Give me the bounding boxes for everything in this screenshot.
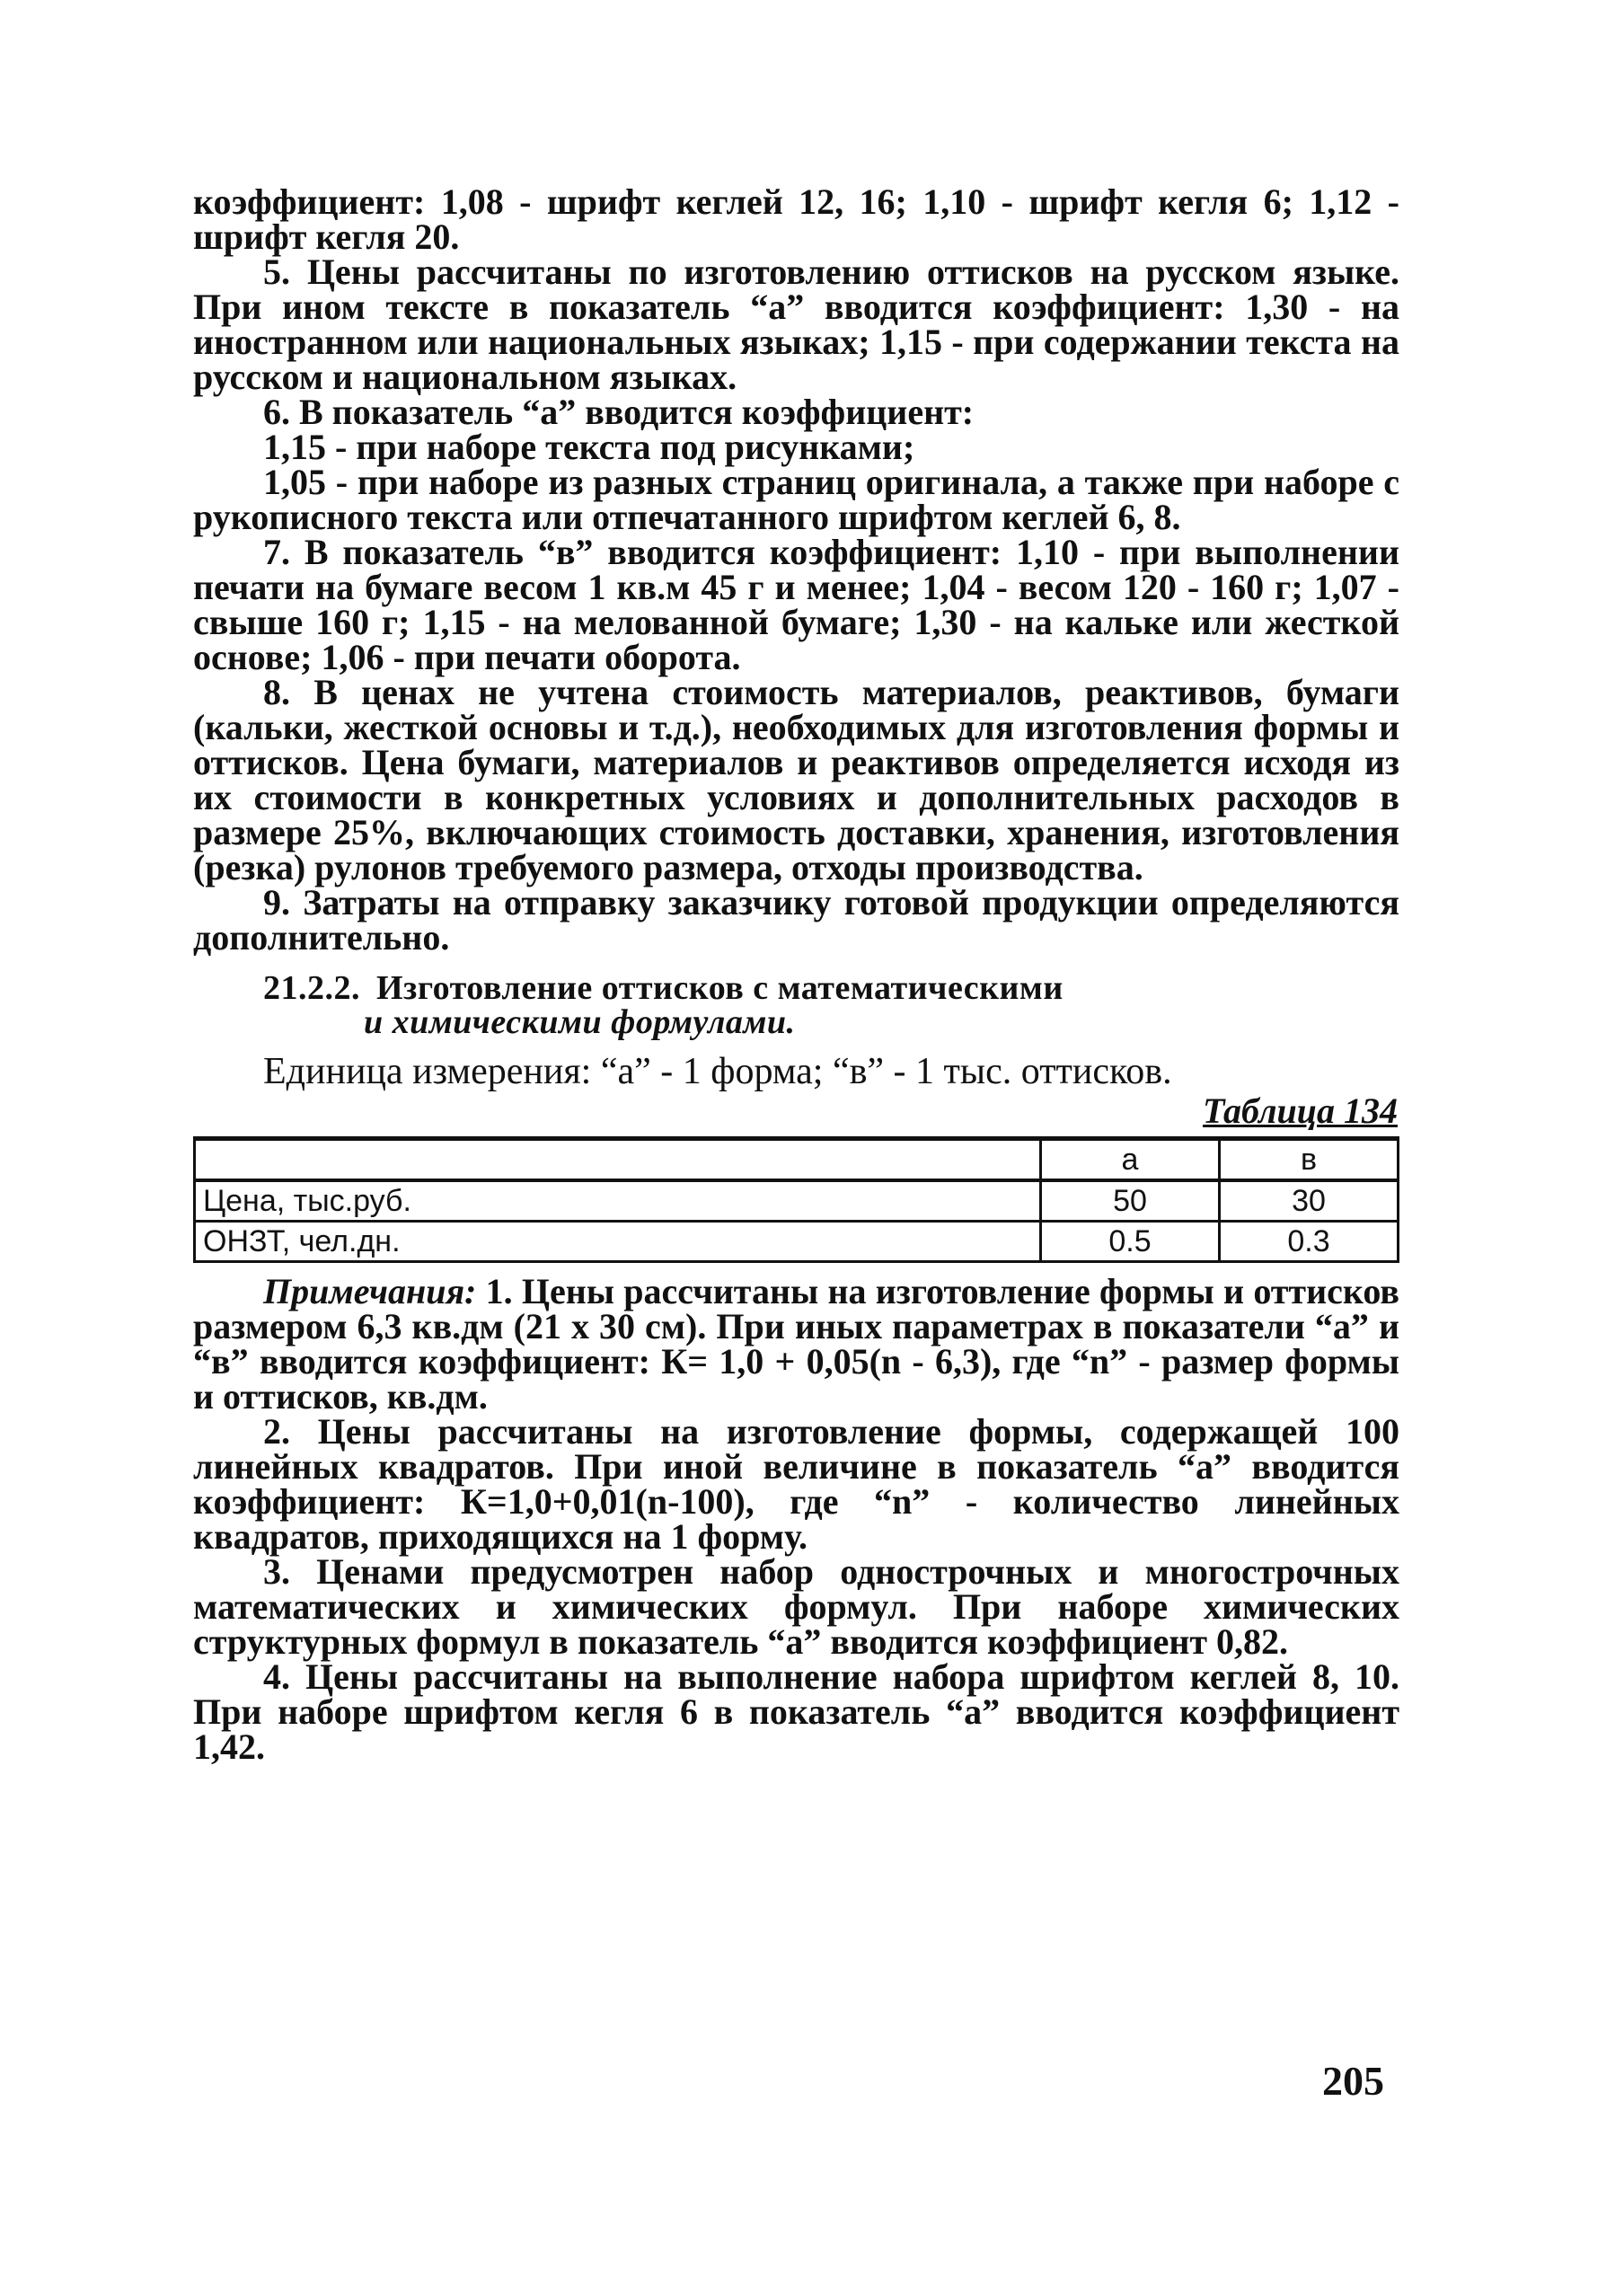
- page-number: 205: [1322, 2058, 1384, 2104]
- table-row-label: Цена, тыс.руб.: [195, 1180, 1041, 1222]
- table-cell-b: 30: [1220, 1180, 1399, 1222]
- note-5-paragraph: 5. Цены рассчитаны по изготовлению оттисков на русском языке. При ином тексте в показатель “а” вводится коэффициент: 1,30 - на иностранном или национальных языках; 1,15 - при содержании текста на русском и национальном языках.: [193, 252, 1399, 397]
- note-1-paragraph: [193, 1271, 1400, 1417]
- units-line: Единица измерения: “а” - 1 форма; “в” - 1 тыс. оттисков.: [263, 1051, 1172, 1092]
- section-title-line2: и химическими формулами.: [364, 1003, 796, 1041]
- note-6-paragraph: 6. В показатель “а” вводится коэффициент:: [263, 392, 975, 432]
- table-cell-a: 0.5: [1041, 1222, 1220, 1262]
- notes-label: Примечания:: [263, 1271, 477, 1311]
- note-6-item-1: 1,15 - при наборе текста под рисунками;: [263, 427, 915, 467]
- document-page: [193, 181, 1400, 1767]
- table-cell-b: 0.3: [1220, 1222, 1399, 1262]
- section-title-line1: Изготовление оттисков с математическими: [376, 969, 1064, 1007]
- section-heading: [263, 971, 1399, 1039]
- table-header-b: в: [1220, 1139, 1399, 1181]
- table-cell-a: 50: [1041, 1180, 1220, 1222]
- table-row: [195, 1222, 1399, 1262]
- table-caption: Таблица 134: [1203, 1090, 1398, 1131]
- continuation-paragraph: коэффициент: 1,08 - шрифт кеглей 12, 16; 1,10 - шрифт кегля 6; 1,12 - шрифт кегля 20.: [193, 181, 1399, 257]
- table-row-label: ОНЗТ, чел.дн.: [195, 1222, 1041, 1262]
- note-9-paragraph: 9. Затраты на отправку заказчику готовой продукции определяются дополнительно.: [193, 882, 1399, 958]
- table-header-a: а: [1041, 1139, 1220, 1181]
- note-2-paragraph: 2. Цены рассчитаны на изготовление формы, содержащей 100 линейных квадратов. При иной величине в показатель “а” вводится коэффициент: К=1,0+0,01(n-100), где “n” - количество линейных квадратов, приходящихся на 1 форму.: [193, 1411, 1399, 1557]
- notes-block: [193, 1271, 1400, 1767]
- price-table: [193, 1136, 1399, 1263]
- table-header-row: [195, 1139, 1399, 1181]
- note-3-paragraph: 3. Ценами предусмотрен набор однострочных и многострочных математических и химических формул. При наборе химических структурных формул в показатель “а” вводится коэффициент 0,82.: [193, 1551, 1399, 1662]
- section-number: 21.2.2.: [263, 969, 360, 1007]
- note-6-item-2: 1,05 - при наборе из разных страниц оригинала, а также при наборе с рукописного текста или отпечатанного шрифтом кеглей 6, 8.: [193, 462, 1399, 537]
- table-row: [195, 1180, 1399, 1222]
- note-1-text: 1. Цены рассчитаны на изготовление формы и оттисков размером 6,3 кв.дм (21 х 30 см). При иных параметрах в показатели “а” и “в” вводится коэффициент: К= 1,0 + 0,05(n - 6,3), где “n” - размер формы и оттисков, кв.дм.: [193, 1271, 1400, 1417]
- note-7-paragraph: 7. В показатель “в” вводится коэффициент: 1,10 - при выполнении печати на бумаге весом 1 кв.м 45 г и менее; 1,04 - весом 120 - 160 г; 1,07 - свыше 160 г; 1,15 - на мелованной бумаге; 1,30 - на кальке или жесткой основе; 1,06 - при печати оборота.: [193, 532, 1399, 677]
- note-8-paragraph: 8. В ценах не учтена стоимость материалов, реактивов, бумаги (кальки, жесткой основы и т.д.), необходимых для изготовления формы и оттисков. Цена бумаги, материалов и реактивов определяется исходя из их стоимости в конкретных условиях и дополнительных расходов в размере 25%, включающих стоимость доставки, хранения, изготовления (резка) рулонов требуемого размера, отходы производства.: [193, 672, 1399, 887]
- table-header-empty: [195, 1139, 1041, 1181]
- note-4-paragraph: 4. Цены рассчитаны на выполнение набора шрифтом кеглей 8, 10. При наборе шрифтом кегля 6 в показатель “а” вводится коэффициент 1,42.: [193, 1656, 1399, 1767]
